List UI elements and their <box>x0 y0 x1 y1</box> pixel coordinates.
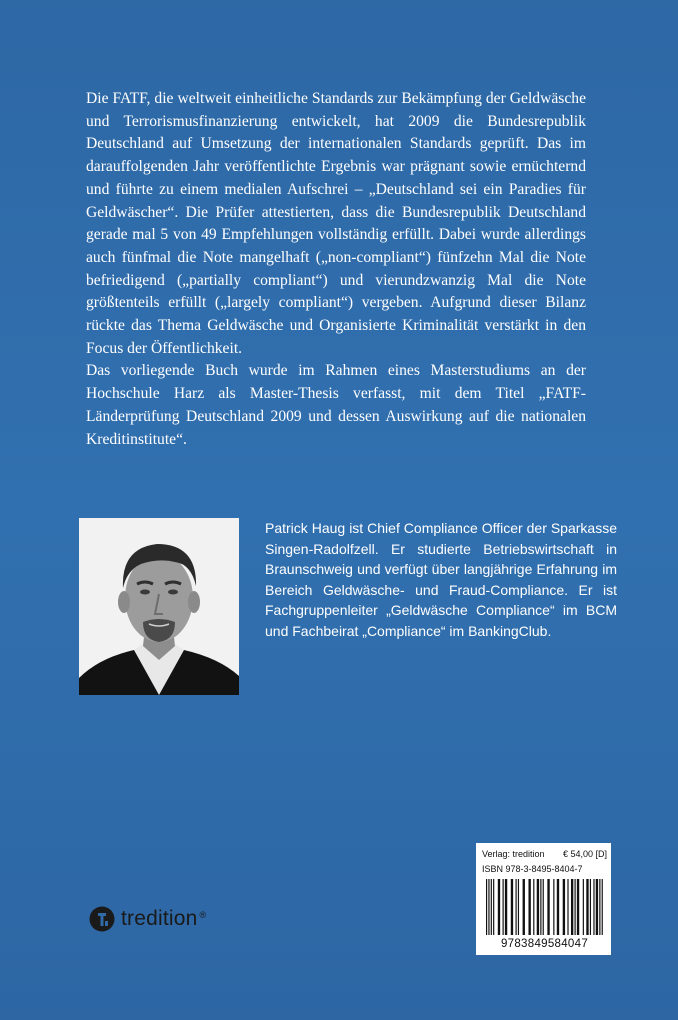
blurb-paragraph-2: Das vorliegende Buch wurde im Rahmen eines Masterstudiums an der Hochschule Harz als Master-Thesis verfasst, mit dem Titel „FATF-Länderprüfung Deutschland 2009 und dessen Auswirkung auf die nationalen Kreditinstitute“. <box>86 362 586 448</box>
barcode-bar <box>523 879 525 935</box>
barcode-bar <box>575 879 576 935</box>
barcode-bar <box>553 879 554 935</box>
publisher-name: tredition <box>121 907 198 930</box>
blurb-paragraph-1: Die FATF, die weltweit einheitliche Standards zur Bekämpfung der Geldwäsche und Terrorismusfinanzierung entwickelt, hat 2009 die Bundesrepublik Deutschland auf Umsetzung der internationalen Standards geprüft. Das im darauffolgenden Jahr veröffentlichte Ergebnis war prägnant sowie ernüchternd und führte zu einem medialen Aufschrei – „Deutschland sei ein Paradies für Geldwäscher“. Die Prüfer attestierten, dass die Bundesrepublik Deutschland gerade mal 5 von 49 Empfehlungen vollständig erfüllt. Dabei wurde allerdings auch fünfmal die Note mangelhaft („non-compliant“) fünfzehn Mal die Note befriedigend („partially compliant“) und vierundzwanzig Mal die Note größtenteils erfüllt („largely compliant“) vergeben. Aufgrund dieser Bilanz rückte das Thema Geldwäsche und Organisierte Kriminalität verstärkt in den Focus der Öffentlichkeit. <box>86 90 586 357</box>
barcode-bar <box>599 879 600 935</box>
author-photo <box>79 518 239 695</box>
barcode-bar <box>528 879 530 935</box>
isbn-label: ISBN 978-3-8495-8404-7 <box>482 864 583 874</box>
barcode-bar <box>537 879 539 935</box>
barcode-bar <box>557 879 559 935</box>
barcode-bar <box>516 879 517 935</box>
barcode-bar <box>543 879 544 935</box>
barcode-bar <box>488 879 489 935</box>
barcode-bar <box>577 879 579 935</box>
registered-mark: ® <box>199 910 207 920</box>
author-bio <box>265 518 617 642</box>
author-bio-text: Patrick Haug ist Chief Compliance Officer der Sparkasse Singen-Radolfzell. Er studierte Betriebswirtschaft in Braunschweig und verfügt über langjährige Erfahrung im Bereich Geldwäsche- und Fraud-Compliance. Er ist Fachgruppenleiter „Geldwäsche Compliance“ im BCM und Fachbeirat „Compliance“ im BankingClub. <box>265 520 617 639</box>
barcode-digits: 9783849584047 <box>500 938 589 950</box>
barcode-label <box>476 843 611 955</box>
barcode-bars <box>486 879 604 935</box>
barcode-bar <box>596 879 598 935</box>
tredition-logo-icon <box>89 906 115 932</box>
publisher-price-row <box>482 849 607 859</box>
barcode-bar <box>602 879 603 935</box>
barcode-bar <box>498 879 500 935</box>
barcode-bar <box>505 879 507 935</box>
barcode-bar <box>547 879 549 935</box>
barcode-bar <box>586 879 588 935</box>
barcode-bar <box>493 879 494 935</box>
price-label: € 54,00 [D] <box>562 849 607 859</box>
barcode-bar <box>583 879 584 935</box>
barcode-bar <box>503 879 504 935</box>
barcode-bar <box>518 879 519 935</box>
barcode-bar <box>593 879 594 935</box>
barcode-bar <box>491 879 492 935</box>
barcode-bar <box>563 879 565 935</box>
barcode-bar <box>540 879 541 935</box>
blurb-text <box>86 88 586 451</box>
barcode-bar <box>486 879 487 935</box>
author-portrait-image <box>79 518 239 695</box>
barcode-bar <box>571 879 573 935</box>
barcode-bar <box>511 879 513 935</box>
barcode-bar <box>590 879 591 935</box>
barcode-bar <box>567 879 568 935</box>
publisher-label: Verlag: tredition <box>482 849 545 859</box>
publisher-logo <box>89 904 206 934</box>
barcode-bar <box>533 879 534 935</box>
